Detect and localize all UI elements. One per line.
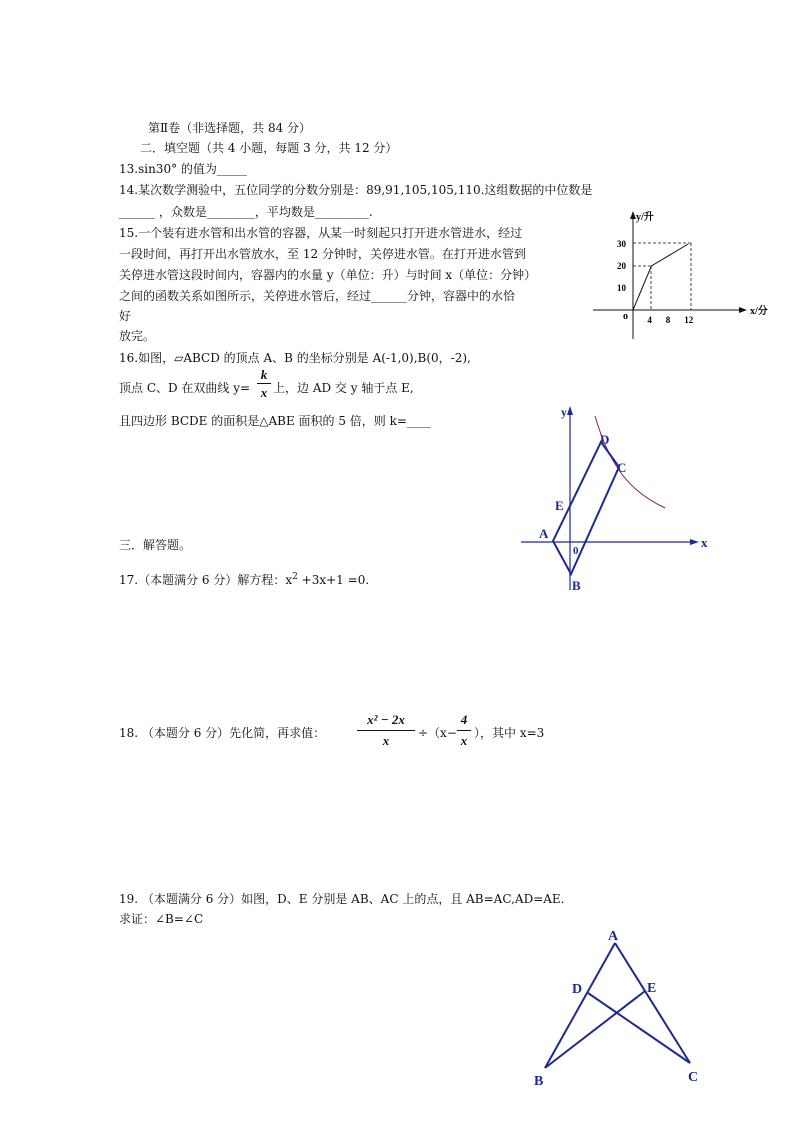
fill-in-section-heading: 二．填空题（共 4 小题，每题 3 分，共 12 分） <box>140 141 398 155</box>
question-15-line2: 一段时间，再打开出水管放水，至 12 分钟时，关停进水管。在打开进水管到 <box>119 247 526 261</box>
q18-fraction2-numerator: 4 <box>460 712 468 727</box>
fig19-point-a: A <box>608 929 619 944</box>
fig16-point-d: D <box>600 432 610 447</box>
question-15-line1: 15.一个装有进水管和出水管的容器，从某一时刻起只打开进水管进水，经过 <box>119 226 523 240</box>
q18-fraction-bar <box>357 730 415 731</box>
graph-origin-label: o <box>623 311 628 322</box>
question-19-line1: 19. （本题满分 6 分）如图，D、E 分别是 AB、AC 上的点，且 AB=AC,AD=AE. <box>119 892 565 906</box>
fig16-point-b: B <box>572 578 581 592</box>
question-15-line5: 好 <box>119 309 132 323</box>
question-13: 13.sin30° 的值为_____ <box>119 162 247 176</box>
question-14-line1: 14.某次数学测验中，五位同学的分数分别是：89,91,105,105,110.这组数据的中位数是 <box>119 183 593 197</box>
question-16-line3: 且四边形 BCDE 的面积是△ABE 面积的 5 倍，则 k=____ <box>119 414 431 428</box>
fig16-point-a: A <box>539 526 549 541</box>
fig16-point-c: C <box>617 460 627 475</box>
question-17-prefix: 17.（本题满分 6 分）解方程：x <box>119 573 293 587</box>
question-18-divide: ÷（x− <box>418 726 457 740</box>
q18-fraction-denominator: x <box>382 733 390 748</box>
paper-section-title: 第Ⅱ卷（非选择题，共 84 分） <box>148 121 312 135</box>
graph-y-tick-30: 30 <box>617 239 626 249</box>
question-14-line2: ______ ，众数是________，平均数是_________. <box>119 205 373 219</box>
fig19-segment-be <box>545 991 645 1068</box>
fig19-point-c: C <box>688 1070 699 1085</box>
question-16-line2a: 顶点 C、D 在双曲线 y= <box>119 381 251 395</box>
fig19-segment-cd <box>588 993 690 1063</box>
fig19-point-b: B <box>534 1074 544 1089</box>
fig16-point-e: E <box>555 498 564 513</box>
fraction-k-denominator: x <box>260 385 268 400</box>
graph-x-tick-4: 4 <box>647 315 652 325</box>
fig16-origin-label: 0 <box>573 545 579 557</box>
question-15-line6: 放完。 <box>119 329 156 343</box>
answer-section-heading: 三．解答题。 <box>119 538 192 552</box>
isosceles-triangle-figure <box>525 925 725 1090</box>
question-16-line2b: 上，边 AD 交 y 轴于点 E, <box>273 381 414 395</box>
water-volume-line <box>633 244 688 310</box>
graph-y-tick-10: 10 <box>617 283 626 293</box>
fig16-y-arrow <box>567 406 573 415</box>
graph-y-label: y/升 <box>636 212 654 223</box>
fig16-x-label: x <box>701 535 708 550</box>
graph-y-tick-20: 20 <box>617 261 626 271</box>
fig19-point-d: D <box>572 982 583 997</box>
fig16-y-label: y <box>561 405 567 419</box>
water-volume-graph <box>585 206 785 341</box>
q18-fraction2-denominator: x <box>460 733 468 748</box>
question-18-suffix: ），其中 x=3 <box>474 726 545 740</box>
parallelogram-hyperbola-figure <box>515 402 715 592</box>
q18-fraction2-bar <box>457 730 471 731</box>
question-17 <box>119 570 369 587</box>
graph-x-label: x/分 <box>750 306 768 317</box>
question-15-line3: 关停进水管这段时间内，容器内的水量 y（单位：升）与时间 x（单位：分钟） <box>119 268 537 282</box>
fraction-k-numerator: k <box>260 367 268 382</box>
fig19-point-e: E <box>647 981 657 996</box>
question-19-line2: 求证：∠B=∠C <box>119 912 204 926</box>
question-16-line1: 16.如图，▱ABCD 的顶点 A、B 的坐标分别是 A(-1,0),B(0，-2), <box>119 351 471 365</box>
hyperbola-curve <box>595 416 665 508</box>
graph-x-arrow <box>739 307 747 313</box>
question-15-line4: 之间的函数关系如图所示，关停进水管后，经过______分钟，容器中的水恰 <box>119 289 516 303</box>
question-17-suffix: +3x+1 =0. <box>297 573 370 587</box>
fig16-x-arrow <box>690 539 699 545</box>
question-17-exponent: 2 <box>292 572 298 582</box>
q18-fraction-numerator: x² − 2x <box>367 712 405 727</box>
graph-x-tick-12: 12 <box>684 315 694 325</box>
graph-x-tick-8: 8 <box>665 315 671 325</box>
fig19-side-ac <box>615 943 690 1063</box>
fraction-k-bar <box>257 383 271 384</box>
question-18-prefix: 18. （本题分 6 分）先化简，再求值： <box>119 726 326 740</box>
